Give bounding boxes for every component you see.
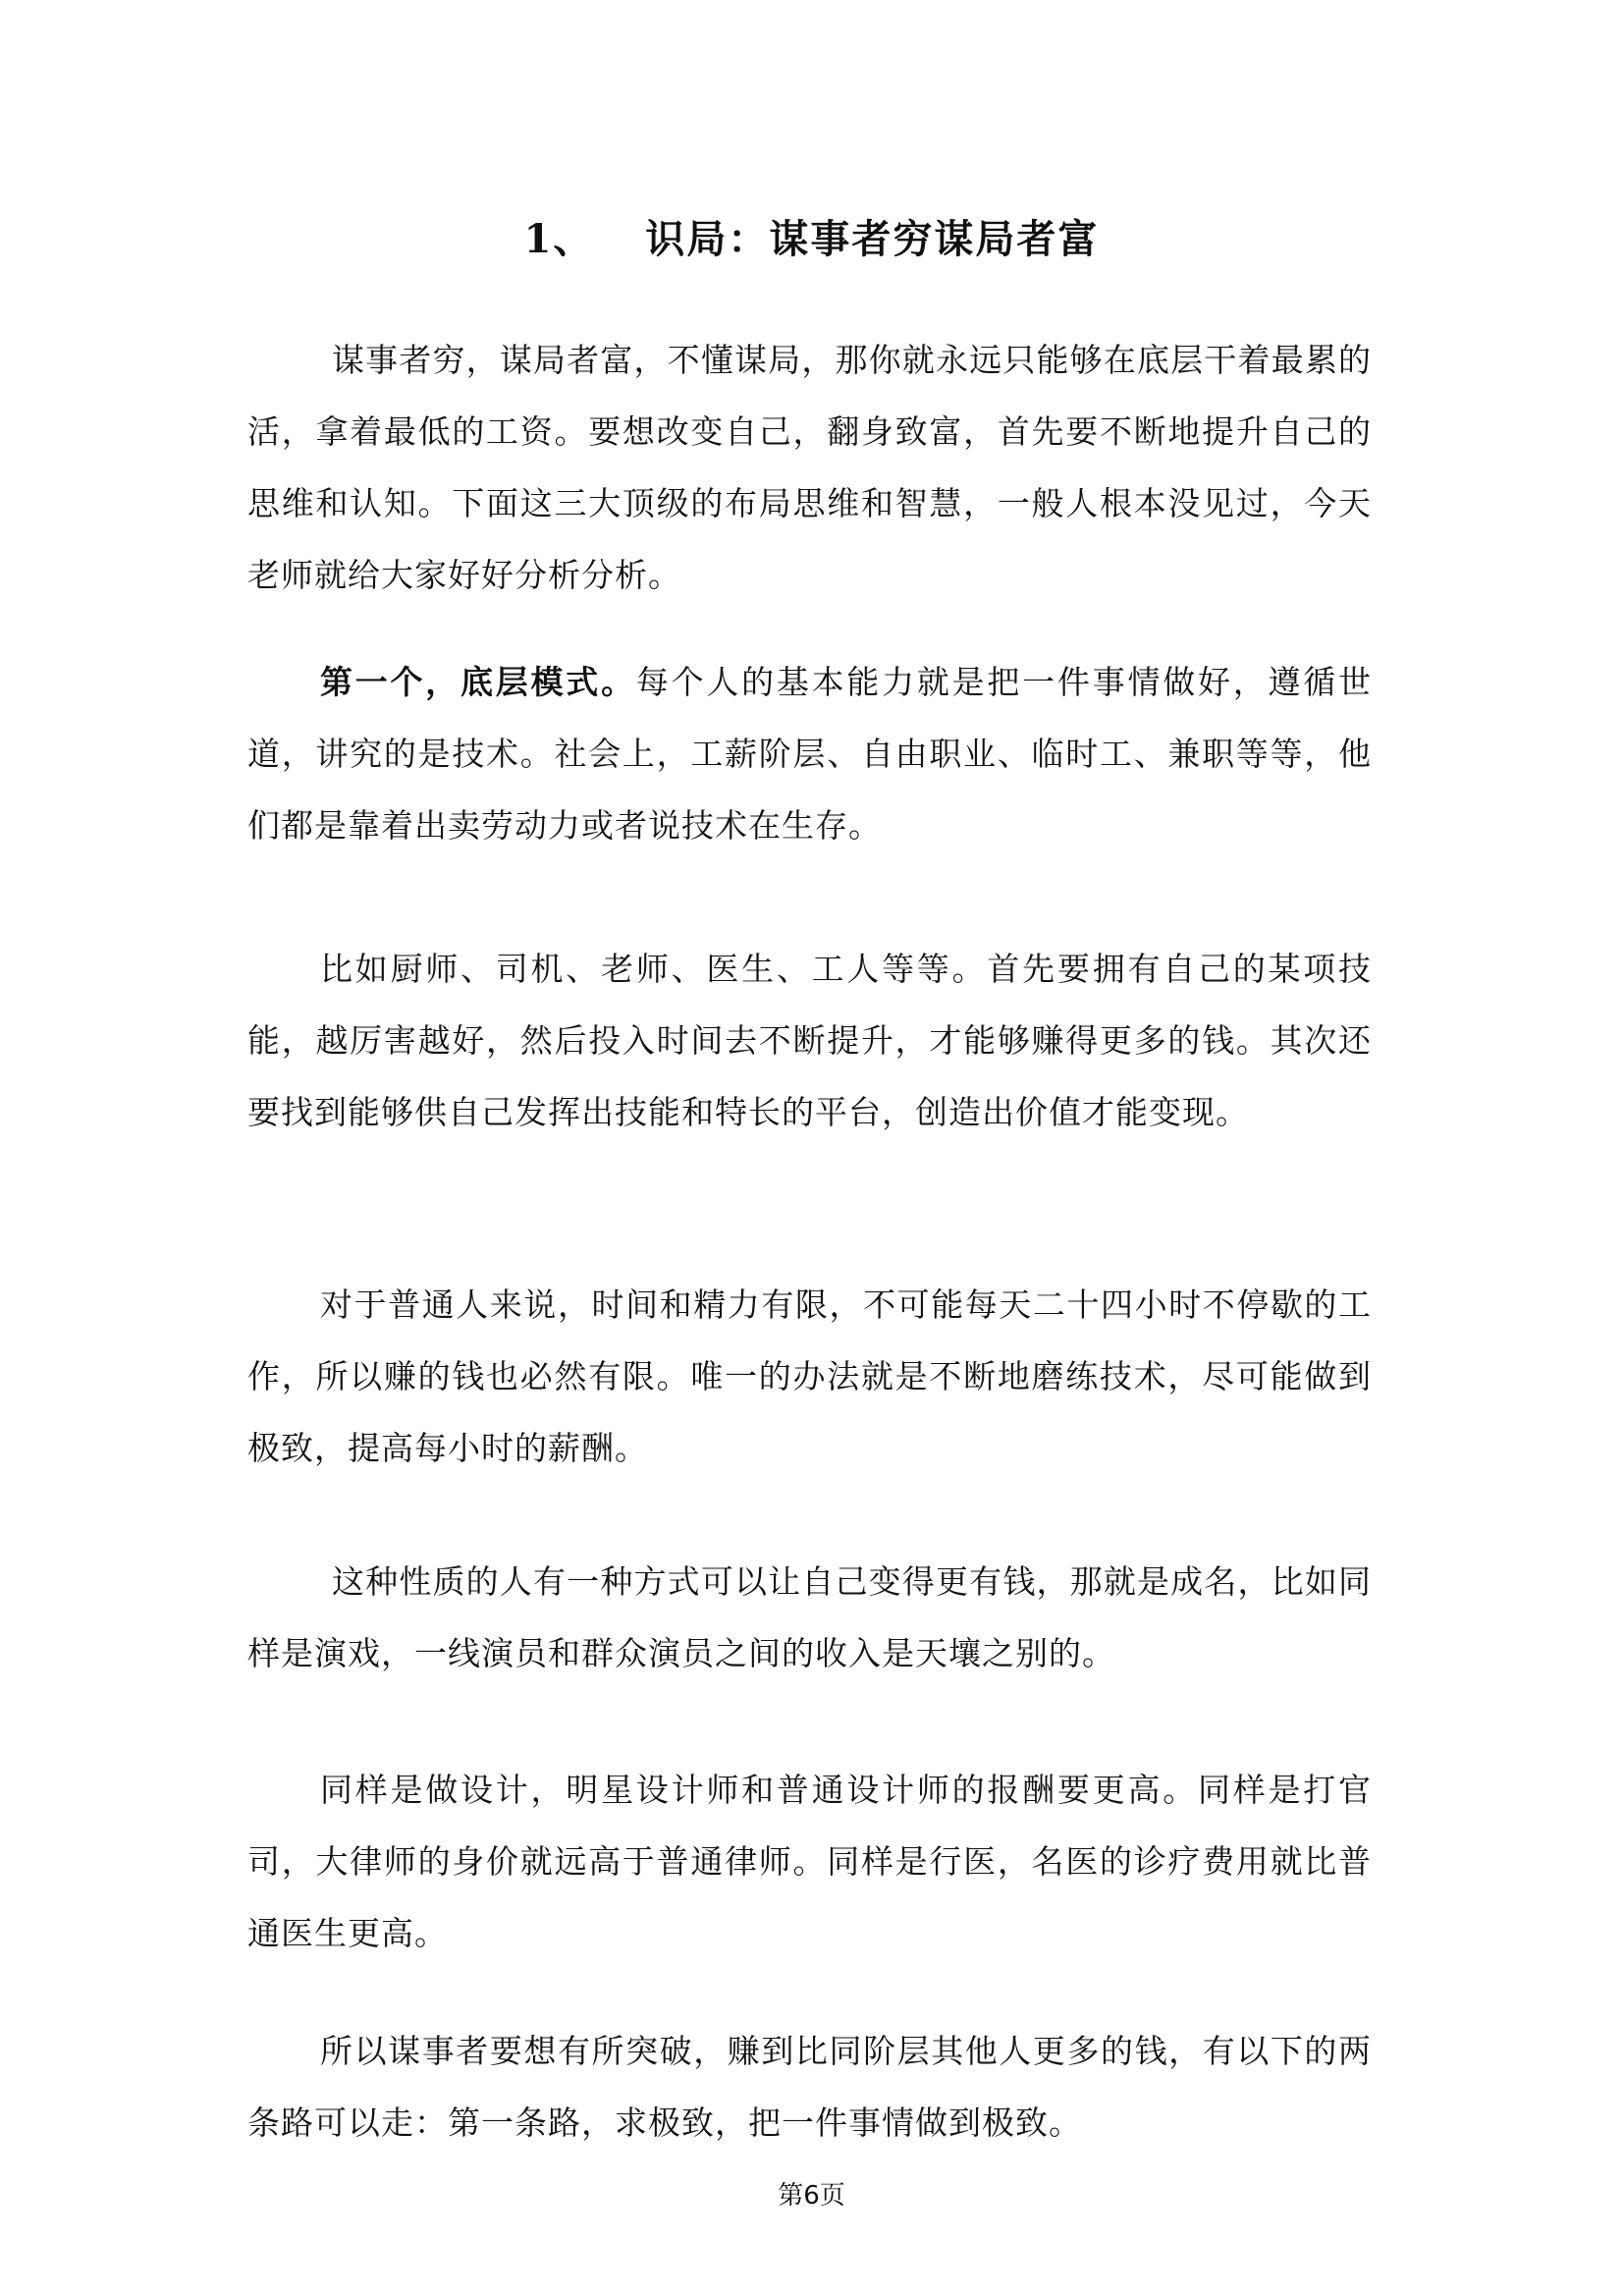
paragraph-two-paths bbox=[247, 2015, 1372, 2159]
paragraph-designers bbox=[247, 1754, 1372, 1969]
paragraph-text: 比如厨师、司机、老师、医生、工人等等。首先要拥有自己的某项技能，越厉害越好，然后投入时间去不断提升，才能够赚得更多的钱。其次还要找到能够供自己发挥出技能和特长的平台，创造出价值才能变现。 bbox=[247, 950, 1372, 1131]
section-heading bbox=[0, 210, 1623, 269]
page-number: 第6页 bbox=[778, 2181, 845, 2211]
paragraph-lead: 第一个，底层模式。 bbox=[320, 663, 636, 701]
paragraph-time-limit bbox=[247, 1269, 1372, 1484]
paragraph-examples bbox=[247, 933, 1372, 1148]
paragraph-text: 对于普通人来说，时间和精力有限，不可能每天二十四小时不停歇的工作，所以赚的钱也必然有限。唯一的办法就是不断地磨练技术，尽可能做到极致，提高每小时的薪酬。 bbox=[247, 1285, 1372, 1467]
paragraph-fame bbox=[247, 1546, 1372, 1689]
paragraph-intro bbox=[247, 324, 1372, 611]
paragraph-text: 谋事者穷，谋局者富，不懂谋局，那你就永远只能够在底层干着最累的活，拿着最低的工资。要想改变自己，翻身致富，首先要不断地提升自己的思维和认知。下面这三大顶级的布局思维和智慧，一般人根本没见过，今天老师就给大家好好分析分析。 bbox=[247, 341, 1372, 594]
paragraph-text: 每个人的基本能力就是把一件事情做好，遵循世道，讲究的是技术。社会上，工薪阶层、自由职业、临时工、兼职等等，他们都是靠着出卖劳动力或者说技术在生存。 bbox=[247, 663, 1373, 845]
section-title: 识局：谋事者穷谋局者富 bbox=[645, 216, 1100, 262]
paragraph-text: 同样是做设计，明星设计师和普通设计师的报酬要更高。同样是打官司，大律师的身价就远高于普通律师。同样是行医，名医的诊疗费用就比普通医生更高。 bbox=[247, 1771, 1372, 1952]
paragraph-text: 所以谋事者要想有所突破，赚到比同阶层其他人更多的钱，有以下的两条路可以走：第一条路，求极致，把一件事情做到极致。 bbox=[247, 2032, 1372, 2142]
paragraph-bottom-mode bbox=[247, 646, 1372, 861]
section-number: 1、 bbox=[523, 216, 595, 262]
paragraph-text: 这种性质的人有一种方式可以让自己变得更有钱，那就是成名，比如同样是演戏，一线演员和群众演员之间的收入是天壤之别的。 bbox=[247, 1562, 1372, 1672]
